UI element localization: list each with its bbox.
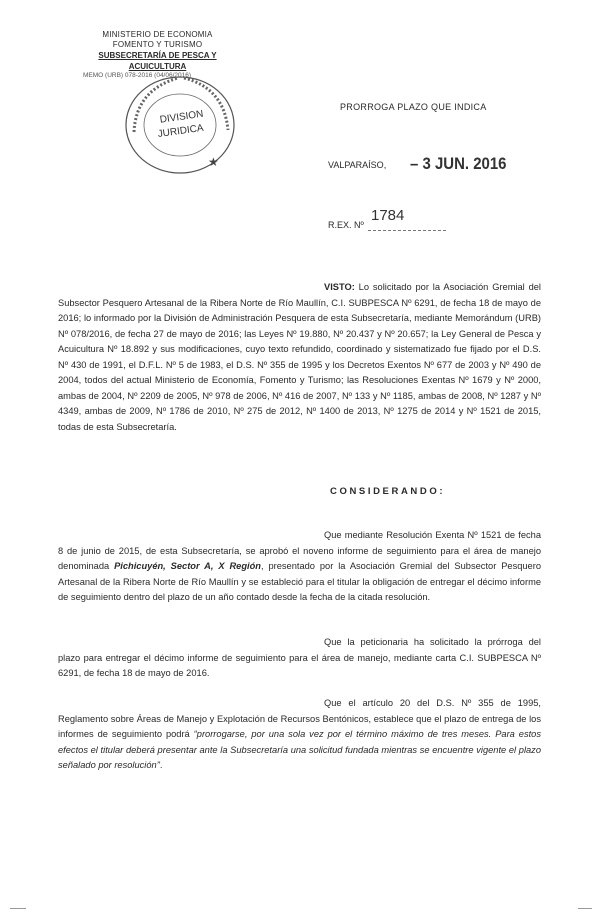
visto-paragraph <box>58 280 541 435</box>
ministry-name: MINISTERIO DE ECONOMIA <box>102 30 213 39</box>
letterhead <box>70 30 245 72</box>
p1-area-name: Pichicuyén, Sector A, X Región <box>114 561 261 571</box>
footer-mark-right <box>578 908 592 909</box>
p1-text-a: Que mediante Resolución Exenta Nº 1521 de fecha 8 de junio de 2015, de esta Subsecretaría, se aprobó el noveno informe de seguimiento para el área de manejo denominada <box>58 530 541 571</box>
memo-reference: MEMO (URB) 078-2016 (04/06/2016) <box>83 72 192 79</box>
considerando-paragraph-1 <box>58 528 541 606</box>
stamp-top-text: DIVISION <box>159 108 205 126</box>
document-reference: PRORROGA PLAZO QUE INDICA <box>340 102 487 112</box>
ministry-subtitle: FOMENTO Y TURISMO <box>112 40 203 49</box>
svg-text:★: ★ <box>208 155 219 169</box>
resolution-number-line <box>368 230 446 231</box>
issue-place: VALPARAÍSO, <box>328 160 387 170</box>
p3-quote: “prorrogarse, por una sola vez por el término máximo de tres meses. Para estos efectos el titular deberá presentar ante la Subsecretaría una solicitud fundada mientras se encuentre vigente el plazo señalado por resolución” <box>58 729 541 770</box>
considerando-heading: CONSIDERANDO: <box>330 486 446 497</box>
considerando-paragraph-2 <box>58 635 541 682</box>
division-juridica-stamp <box>120 70 240 180</box>
p1-text-b: , presentado por la Asociación Gremial del Subsector Pesquero Artesanal de la Ribera Norte de Río Maullín y se estableció para el titular la obligación de entregar el décimo informe de seguimiento dentro del plazo de un año contado desde la fecha de la citada resolución. <box>58 561 541 602</box>
stamp-bottom-text: JURIDICA <box>157 122 205 141</box>
resolution-label: R.EX. Nº <box>328 220 364 230</box>
resolution-number: 1784 <box>371 207 405 224</box>
footer-mark-left <box>10 908 26 909</box>
p2-text: Que la peticionaria ha solicitado la prórroga del plazo para entregar el décimo informe de seguimiento para el área de manejo, mediante carta C.I. SUBPESCA Nº 6291, de fecha 18 de mayo de 2016. <box>58 637 541 678</box>
p3-end: . <box>159 760 163 770</box>
visto-title: VISTO: <box>324 282 355 292</box>
issue-date-stamp: – 3 JUN. 2016 <box>410 154 507 173</box>
visto-text: Lo solicitado por la Asociación Gremial del Subsector Pesquero Artesanal de la Ribera Norte de Río Maullín, C.I. SUBPESCA Nº 6291, de fecha 18 de mayo de 2016; lo informado por la División de Administración Pesquera de esta Subsecretaría, mediante Memorándum (URB) Nº 078/2016, de fecha 27 de mayo de 2016; las Leyes Nº 19.880, Nº 20.437 y Nº 20.657; la Ley General de Pesca y Acuicultura Nº 18.892 y sus modificaciones, cuyo texto refundido, coordinado y sistematizado fue fijado por el D.S. Nº 430 de 1991, el D.F.L. Nº 5 de 1983, el D.S. Nº 355 de 1995 y los Decretos Exentos Nº 677 de 2003 y Nº 490 de 2004, todos del actual Ministerio de Economía, Fomento y Turismo; las Resoluciones Exentas Nº 1679 y Nº 2000, ambas de 2004, Nº 2209 de 2005, Nº 978 de 2006, Nº 416 de 2007, Nº 133 y Nº 1185, ambas de 2008, Nº 1287 y Nº 4349, ambas de 2009, Nº 1786 de 2010, Nº 275 de 2012, Nº 1400 de 2013, Nº 1275 de 2014 y Nº 1521 de 2015, todas de esta Subsecretaría. <box>58 282 541 432</box>
considerando-paragraph-3 <box>58 696 541 774</box>
subsecretariat-name: SUBSECRETARÍA DE PESCA Y ACUICULTURA <box>98 51 217 71</box>
p3-text-a: Que el artículo 20 del D.S. Nº 355 de 1995, Reglamento sobre Áreas de Manejo y Explotación de Recursos Bentónicos, establece que el plazo de entrega de los informes de seguimiento podrá <box>58 698 541 739</box>
stamp-graphic <box>120 70 240 180</box>
